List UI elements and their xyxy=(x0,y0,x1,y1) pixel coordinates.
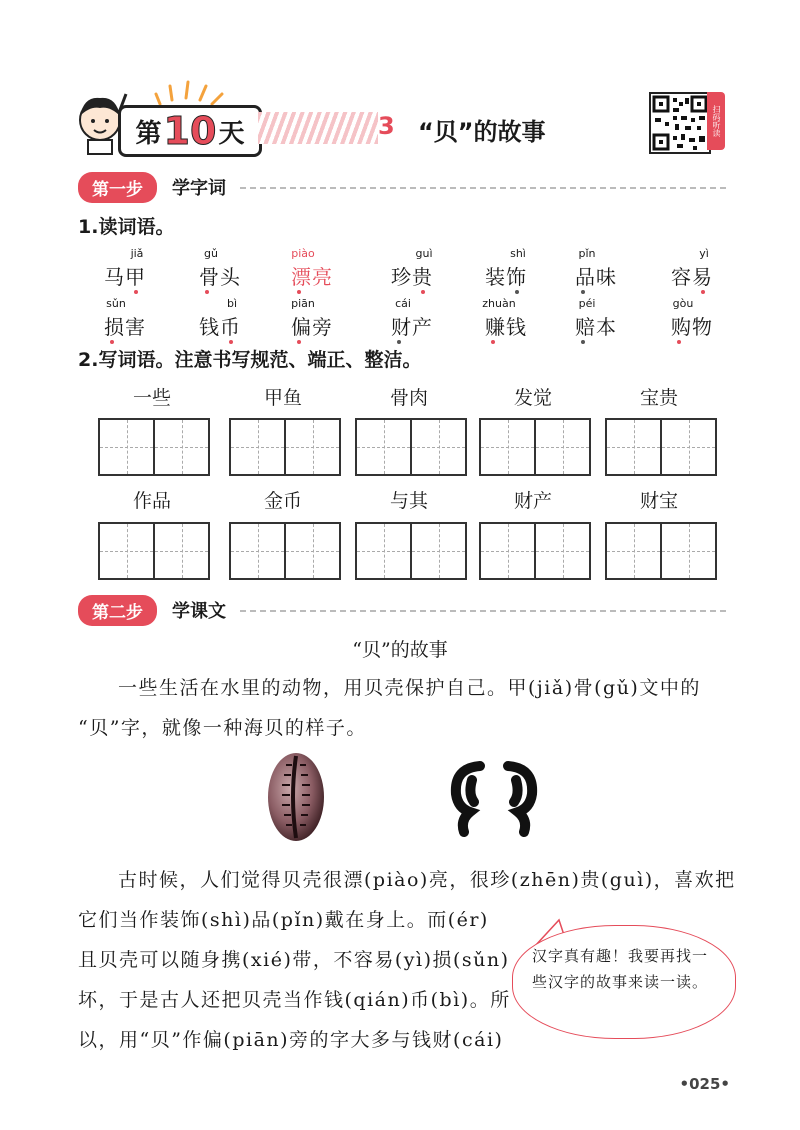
hanzi: 漂亮 xyxy=(291,265,333,289)
writing-box[interactable] xyxy=(98,522,210,580)
header-stripe xyxy=(258,112,378,144)
day-badge xyxy=(118,105,262,157)
word-caichan xyxy=(380,297,444,340)
pinyin: guì xyxy=(415,247,433,260)
hanzi: 损害 xyxy=(104,315,146,339)
word-gouwu xyxy=(660,297,724,340)
hanzi: 骨头 xyxy=(199,265,241,289)
hanzi: 珍贵 xyxy=(391,265,433,289)
paragraph-line: 坏，于是古人还把贝壳当作钱(qián)币(bì)。所 xyxy=(78,989,511,1011)
question-1: 1.读词语。 xyxy=(78,216,175,238)
paragraph-line: 且贝壳可以随身携(xié)带，不容易(yì)损(sǔn) xyxy=(78,949,510,971)
write-label: 骨肉 xyxy=(389,387,428,409)
pinyin: cái xyxy=(395,297,411,310)
write-label: 一些 xyxy=(132,387,171,409)
pinyin: zhuàn xyxy=(482,297,516,310)
write-label: 作品 xyxy=(132,490,171,512)
word-rongyi xyxy=(660,247,724,290)
word-pinwei xyxy=(564,247,628,290)
writing-box[interactable] xyxy=(479,522,591,580)
paragraph-line: 它们当作装饰(shì)品(pǐn)戴在身上。而(ér) xyxy=(78,909,489,931)
word-pianpang xyxy=(280,297,344,340)
writing-box[interactable] xyxy=(355,522,467,580)
qr-tab-label: 扫码听读 xyxy=(707,92,725,150)
stress-dot xyxy=(581,340,585,344)
stress-dot xyxy=(421,290,425,294)
writing-box[interactable] xyxy=(479,418,591,476)
write-label: 财产 xyxy=(513,490,552,512)
write-label: 金币 xyxy=(263,490,302,512)
paragraph-line: “贝”字，就像一种海贝的样子。 xyxy=(78,717,367,739)
word-peiben xyxy=(564,297,628,340)
question-2: 2.写词语。注意书写规范、端正、整洁。 xyxy=(78,349,422,371)
stress-dot xyxy=(515,290,519,294)
writing-box[interactable] xyxy=(98,418,210,476)
word-zhuanqian xyxy=(474,297,538,340)
oracle-bone-bei-glyph-icon xyxy=(450,760,538,838)
word-piaoliang xyxy=(280,247,344,290)
stress-dot xyxy=(205,290,209,294)
hanzi: 购物 xyxy=(671,315,713,339)
lesson-title: “贝”的故事 xyxy=(418,118,546,146)
writing-box[interactable] xyxy=(355,418,467,476)
word-sunhai xyxy=(93,297,157,340)
stress-dot xyxy=(677,340,681,344)
stress-dot xyxy=(701,290,705,294)
write-label: 甲鱼 xyxy=(263,387,302,409)
page-number: •025• xyxy=(679,1075,730,1093)
write-label: 财宝 xyxy=(639,490,678,512)
pinyin: pǐn xyxy=(578,247,596,260)
paragraph-line: 以，用“贝”作偏(piān)旁的字大多与钱财(cái) xyxy=(78,1029,504,1051)
writing-box[interactable] xyxy=(229,522,341,580)
write-label: 与其 xyxy=(389,490,428,512)
step2-divider xyxy=(240,610,726,612)
stress-dot xyxy=(229,340,233,344)
writing-box[interactable] xyxy=(605,522,717,580)
qr-code-icon[interactable] xyxy=(649,92,711,154)
step2-pill: 第二步 xyxy=(78,595,157,626)
stress-dot xyxy=(297,290,301,294)
pinyin: péi xyxy=(578,297,596,310)
hanzi: 赔本 xyxy=(575,315,617,339)
text-title: “贝”的故事 xyxy=(352,639,448,661)
word-zhengui xyxy=(380,247,444,290)
pinyin: gòu xyxy=(672,297,694,310)
pinyin: bì xyxy=(226,297,238,310)
word-zhuangshi xyxy=(474,247,538,290)
stress-dot xyxy=(134,290,138,294)
stress-dot xyxy=(297,340,301,344)
hanzi: 财产 xyxy=(391,315,433,339)
stress-dot xyxy=(397,340,401,344)
pinyin: jiǎ xyxy=(130,247,144,260)
stress-dot xyxy=(491,340,495,344)
word-majia xyxy=(93,247,157,290)
stress-dot xyxy=(581,290,585,294)
step1-title: 学字词 xyxy=(172,178,226,199)
pinyin: sǔn xyxy=(106,297,126,310)
pinyin: shì xyxy=(510,247,526,260)
stress-dot xyxy=(110,340,114,344)
hanzi: 钱币 xyxy=(199,315,241,339)
day-suffix: 天 xyxy=(218,118,245,149)
pinyin: piān xyxy=(291,297,315,310)
day-number: 10 xyxy=(163,109,217,153)
day-prefix: 第 xyxy=(135,118,162,149)
speech-bubble-text: 汉字真有趣！我要再找一些汉字的故事来读一读。 xyxy=(532,947,709,991)
hanzi: 马甲 xyxy=(104,265,146,289)
lesson-number: 3 xyxy=(378,112,395,140)
step1-pill: 第一步 xyxy=(78,172,157,203)
hanzi: 品味 xyxy=(575,265,617,289)
pinyin: piào xyxy=(291,247,315,260)
writing-box[interactable] xyxy=(229,418,341,476)
hanzi: 容易 xyxy=(671,265,713,289)
write-label: 宝贵 xyxy=(639,387,678,409)
word-gutou xyxy=(188,247,252,290)
writing-box[interactable] xyxy=(605,418,717,476)
hanzi: 偏旁 xyxy=(291,315,333,339)
cowrie-shell-icon xyxy=(262,750,330,845)
pinyin: gǔ xyxy=(204,247,218,260)
step2-title: 学课文 xyxy=(172,601,226,622)
word-qianbi xyxy=(188,297,252,340)
step1-divider xyxy=(240,187,726,189)
paragraph-line: 一些生活在水里的动物，用贝壳保护自己。甲(jiǎ)骨(gǔ)文中的 xyxy=(118,677,701,699)
sun-rays-icon xyxy=(150,80,230,106)
hanzi: 赚钱 xyxy=(485,315,527,339)
write-label: 发觉 xyxy=(513,387,552,409)
hanzi: 装饰 xyxy=(485,265,527,289)
pinyin: yì xyxy=(699,247,709,260)
paragraph-line: 古时候，人们觉得贝壳很漂(piào)亮，很珍(zhēn)贵(guì)，喜欢把 xyxy=(118,869,736,891)
